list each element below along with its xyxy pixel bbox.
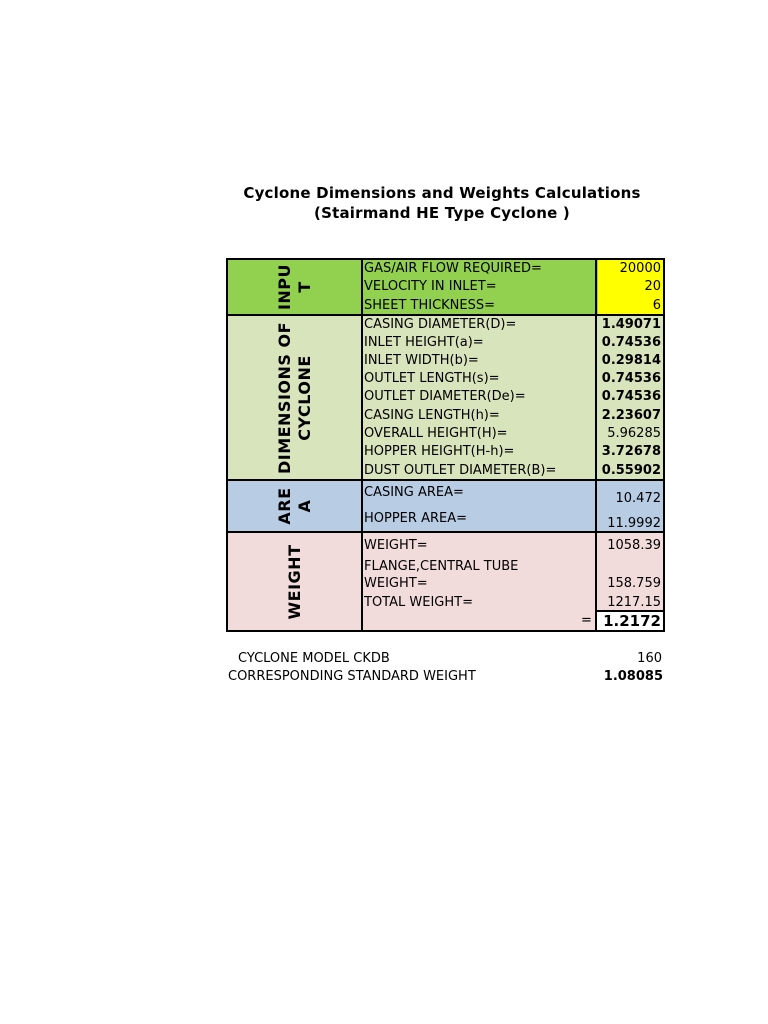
dimension-row: CASING DIAMETER(D)= 1.49071 — [364, 317, 661, 332]
calculation-table — [226, 258, 665, 632]
weight-row: WEIGHT= 158.759 — [364, 576, 661, 591]
input-thickness-value[interactable]: 6 — [652, 298, 661, 313]
weight-row: WEIGHT= 1058.39 — [364, 538, 661, 553]
weight-section-label-cell — [228, 533, 363, 630]
input-row-velocity: VELOCITY IN INLET= 20 — [364, 279, 661, 294]
dimension-row: CASING LENGTH(h)= 2.23607 — [364, 408, 661, 423]
equals-sign: = — [581, 613, 592, 628]
area-row-casing-value: 10.472 — [615, 491, 661, 506]
input-section-label: INPU T — [274, 263, 314, 311]
dimension-row: INLET HEIGHT(a)= 0.74536 — [364, 335, 661, 350]
weight-row: FLANGE,CENTRAL TUBE — [364, 559, 519, 574]
area-row-casing-label: CASING AREA= — [364, 485, 464, 500]
dimension-row: OUTLET LENGTH(s)= 0.74536 — [364, 371, 661, 386]
dimensions-section-label-cell — [228, 316, 363, 479]
standard-weight-label: CORRESPONDING STANDARD WEIGHT — [228, 669, 476, 684]
dimension-row: DUST OUTLET DIAMETER(B)= 0.55902 — [364, 463, 661, 478]
area-row-hopper-value: 11.9992 — [607, 516, 661, 531]
dimensions-section — [226, 314, 665, 481]
weight-row: TOTAL WEIGHT= 1217.15 — [364, 595, 661, 610]
page-title: Cyclone Dimensions and Weights Calculations — [243, 184, 641, 202]
input-row-thickness: SHEET THICKNESS= 6 — [364, 298, 661, 313]
dimension-row: OUTLET DIAMETER(De)= 0.74536 — [364, 389, 661, 404]
cyclone-model-label: CYCLONE MODEL CKDB — [238, 651, 390, 666]
dimensions-section-label: DIMENSIONS OF CYCLONE — [274, 321, 314, 474]
dimension-row: HOPPER HEIGHT(H-h)= 3.72678 — [364, 444, 661, 459]
dimension-row: OVERALL HEIGHT(H)= 5.96285 — [364, 426, 661, 441]
dimension-row: INLET WIDTH(b)= 0.29814 — [364, 353, 661, 368]
area-section — [226, 479, 665, 533]
input-section-label-cell — [228, 260, 363, 314]
area-section-label-cell — [228, 481, 363, 531]
area-section-label: ARE A — [274, 487, 314, 525]
page-subtitle: (Stairmand HE Type Cyclone ) — [314, 204, 570, 222]
input-section — [226, 258, 665, 316]
input-velocity-value[interactable]: 20 — [644, 279, 661, 294]
weight-section-label: WEIGHT — [284, 544, 304, 619]
input-row-flow: GAS/AIR FLOW REQUIRED= 20000 — [364, 261, 661, 276]
area-row-hopper-label: HOPPER AREA= — [364, 511, 467, 526]
total-weight-tonnes[interactable]: 1.2172 — [595, 610, 665, 632]
input-flow-value[interactable]: 20000 — [619, 261, 661, 276]
cyclone-model-value: 160 — [637, 651, 662, 666]
standard-weight-value: 1.08085 — [603, 669, 663, 684]
